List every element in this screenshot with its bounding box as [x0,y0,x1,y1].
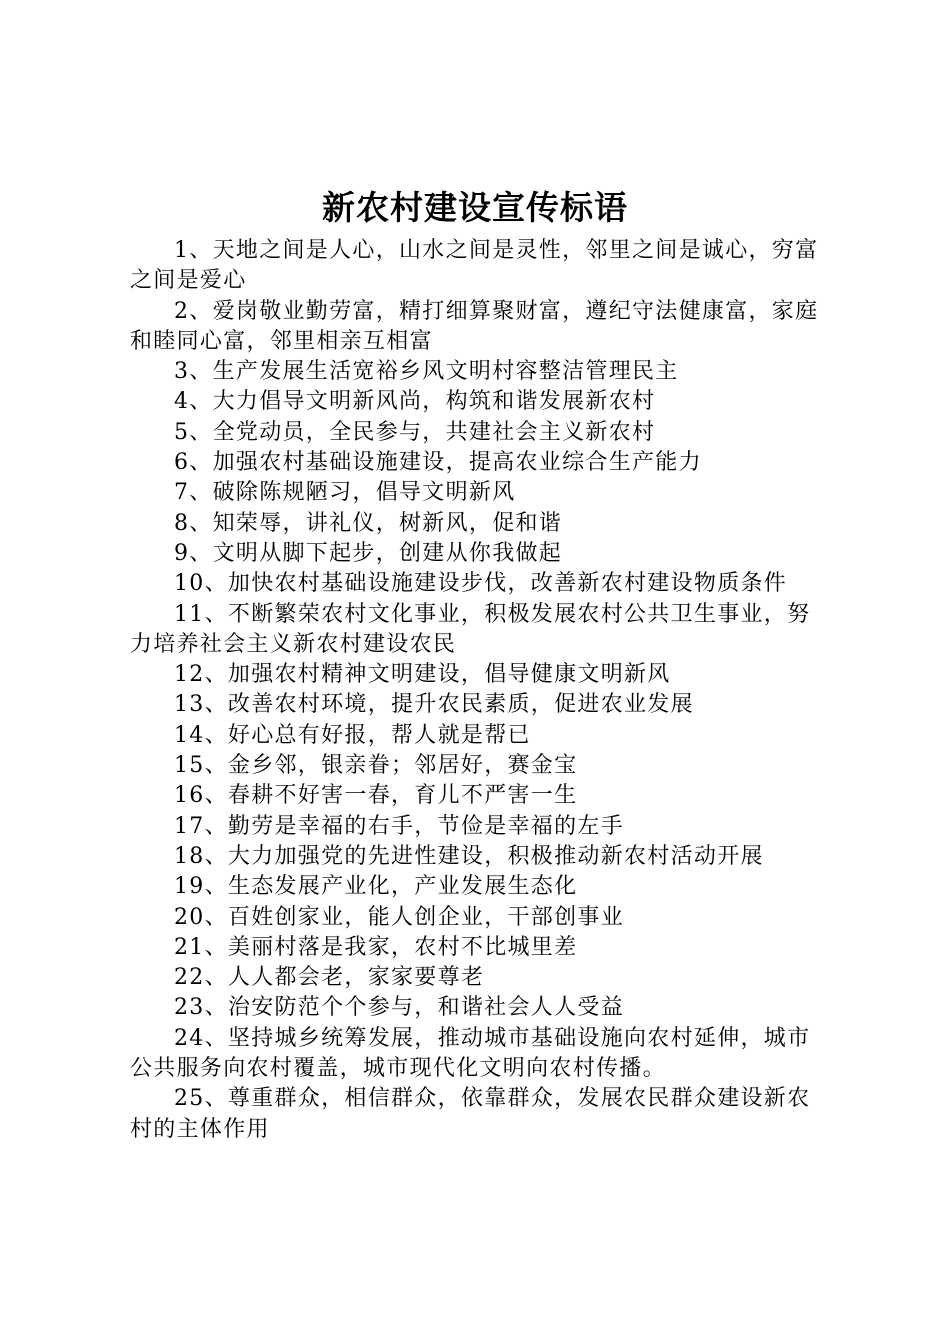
slogan-list [130,236,830,1145]
list-item: 17、勤劳是幸福的右手，节俭是幸福的左手 [174,813,624,839]
list-item: 2、爱岗敬业勤劳富，精打细算聚财富，遵纪守法健康富，家庭和睦同心富，邻里相亲互相富 [130,298,819,354]
list-item: 16、春耕不好害一春，育儿不严害一生 [174,783,578,809]
list-item: 7、破除陈规陋习，倡导文明新风 [174,480,516,506]
list-item: 15、金乡邻，银亲眷；邻居好，赛金宝 [174,753,578,779]
list-item: 9、文明从脚下起步，创建从你我做起 [174,540,563,566]
list-item: 18、大力加强党的先进性建设，积极推动新农村活动开展 [174,843,764,869]
list-item: 8、知荣辱，讲礼仪，树新风，促和谐 [174,510,563,536]
list-item: 6、加强农村基础设施建设，提高农业综合生产能力 [174,450,702,476]
list-item: 21、美丽村落是我家，农村不比城里差 [174,934,578,960]
list-item: 3、生产发展生活宽裕乡风文明村容整洁管理民主 [174,359,679,385]
page-title: 新农村建设宣传标语 [322,188,628,227]
list-item: 24、坚持城乡统筹发展，推动城市基础设施向农村延伸，城市公共服务向农村覆盖，城市现代化文明向农村传播。 [130,1025,811,1082]
list-item: 25、尊重群众，相信群众，依靠群众，发展农民群众建设新农村的主体作用 [130,1086,811,1142]
list-item: 23、治安防范个个参与，和谐社会人人受益 [174,995,624,1021]
list-item: 12、加强农村精神文明建设，倡导健康文明新风 [174,662,671,688]
list-item: 22、人人都会老，家家要尊老 [174,965,485,991]
list-item: 20、百姓创家业，能人创企业，干部创事业 [174,904,624,930]
list-item: 10、加快农村基础设施建设步伐，改善新农村建设物质条件 [174,571,788,597]
list-item: 4、大力倡导文明新风尚，构筑和谐发展新农村 [174,389,656,415]
list-item: 1、天地之间是人心，山水之间是灵性，邻里之间是诚心，穷富之间是爱心 [130,238,819,294]
list-item: 11、不断繁荣农村文化事业，积极发展农村公共卫生事业，努力培养社会主义新农村建设农民 [130,601,811,657]
list-item: 5、全党动员，全民参与，共建社会主义新农村 [174,419,656,445]
list-item: 14、好心总有好报，帮人就是帮已 [174,722,531,748]
list-item: 13、改善农村环境，提升农民素质，促进农业发展 [174,692,694,718]
list-item: 19、生态发展产业化，产业发展生态化 [174,874,578,900]
